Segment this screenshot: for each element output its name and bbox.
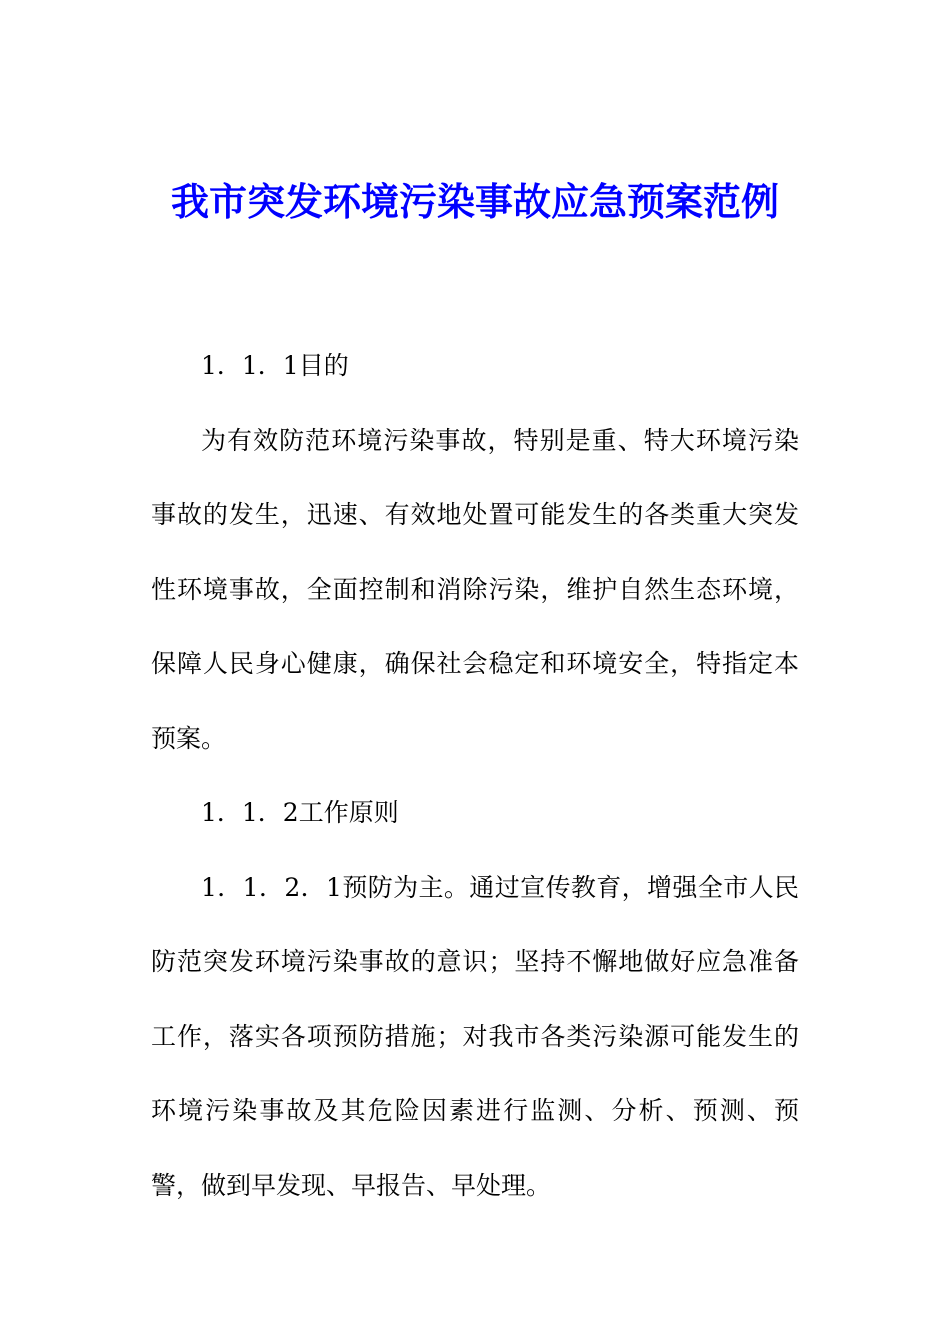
principle-prevention-paragraph: 1．1．2．1预防为主。通过宣传教育，增强全市人民防范突发环境污染事故的意识；坚持不懈地做好应急准备工作，落实各项预防措施；对我市各类污染源可能发生的环境污染事故及其危险因素进行监测、分析、预测、预警，做到早发现、早报告、早处理。 (151, 872, 799, 1200)
section-heading-principles: 1．1．2工作原则 (201, 798, 399, 827)
section-heading-purpose: 1．1．1目的 (201, 351, 349, 380)
purpose-paragraph: 为有效防范环境污染事故，特别是重、特大环境污染事故的发生，迅速、有效地处置可能发生的各类重大突发性环境事故，全面控制和消除污染，维护自然生态环境，保障人民身心健康，确保社会稳定和环境安全，特指定本预案。 (151, 425, 799, 753)
document-body (151, 329, 799, 1223)
document-title: 我市突发环境污染事故应急预案范例 (170, 179, 779, 224)
